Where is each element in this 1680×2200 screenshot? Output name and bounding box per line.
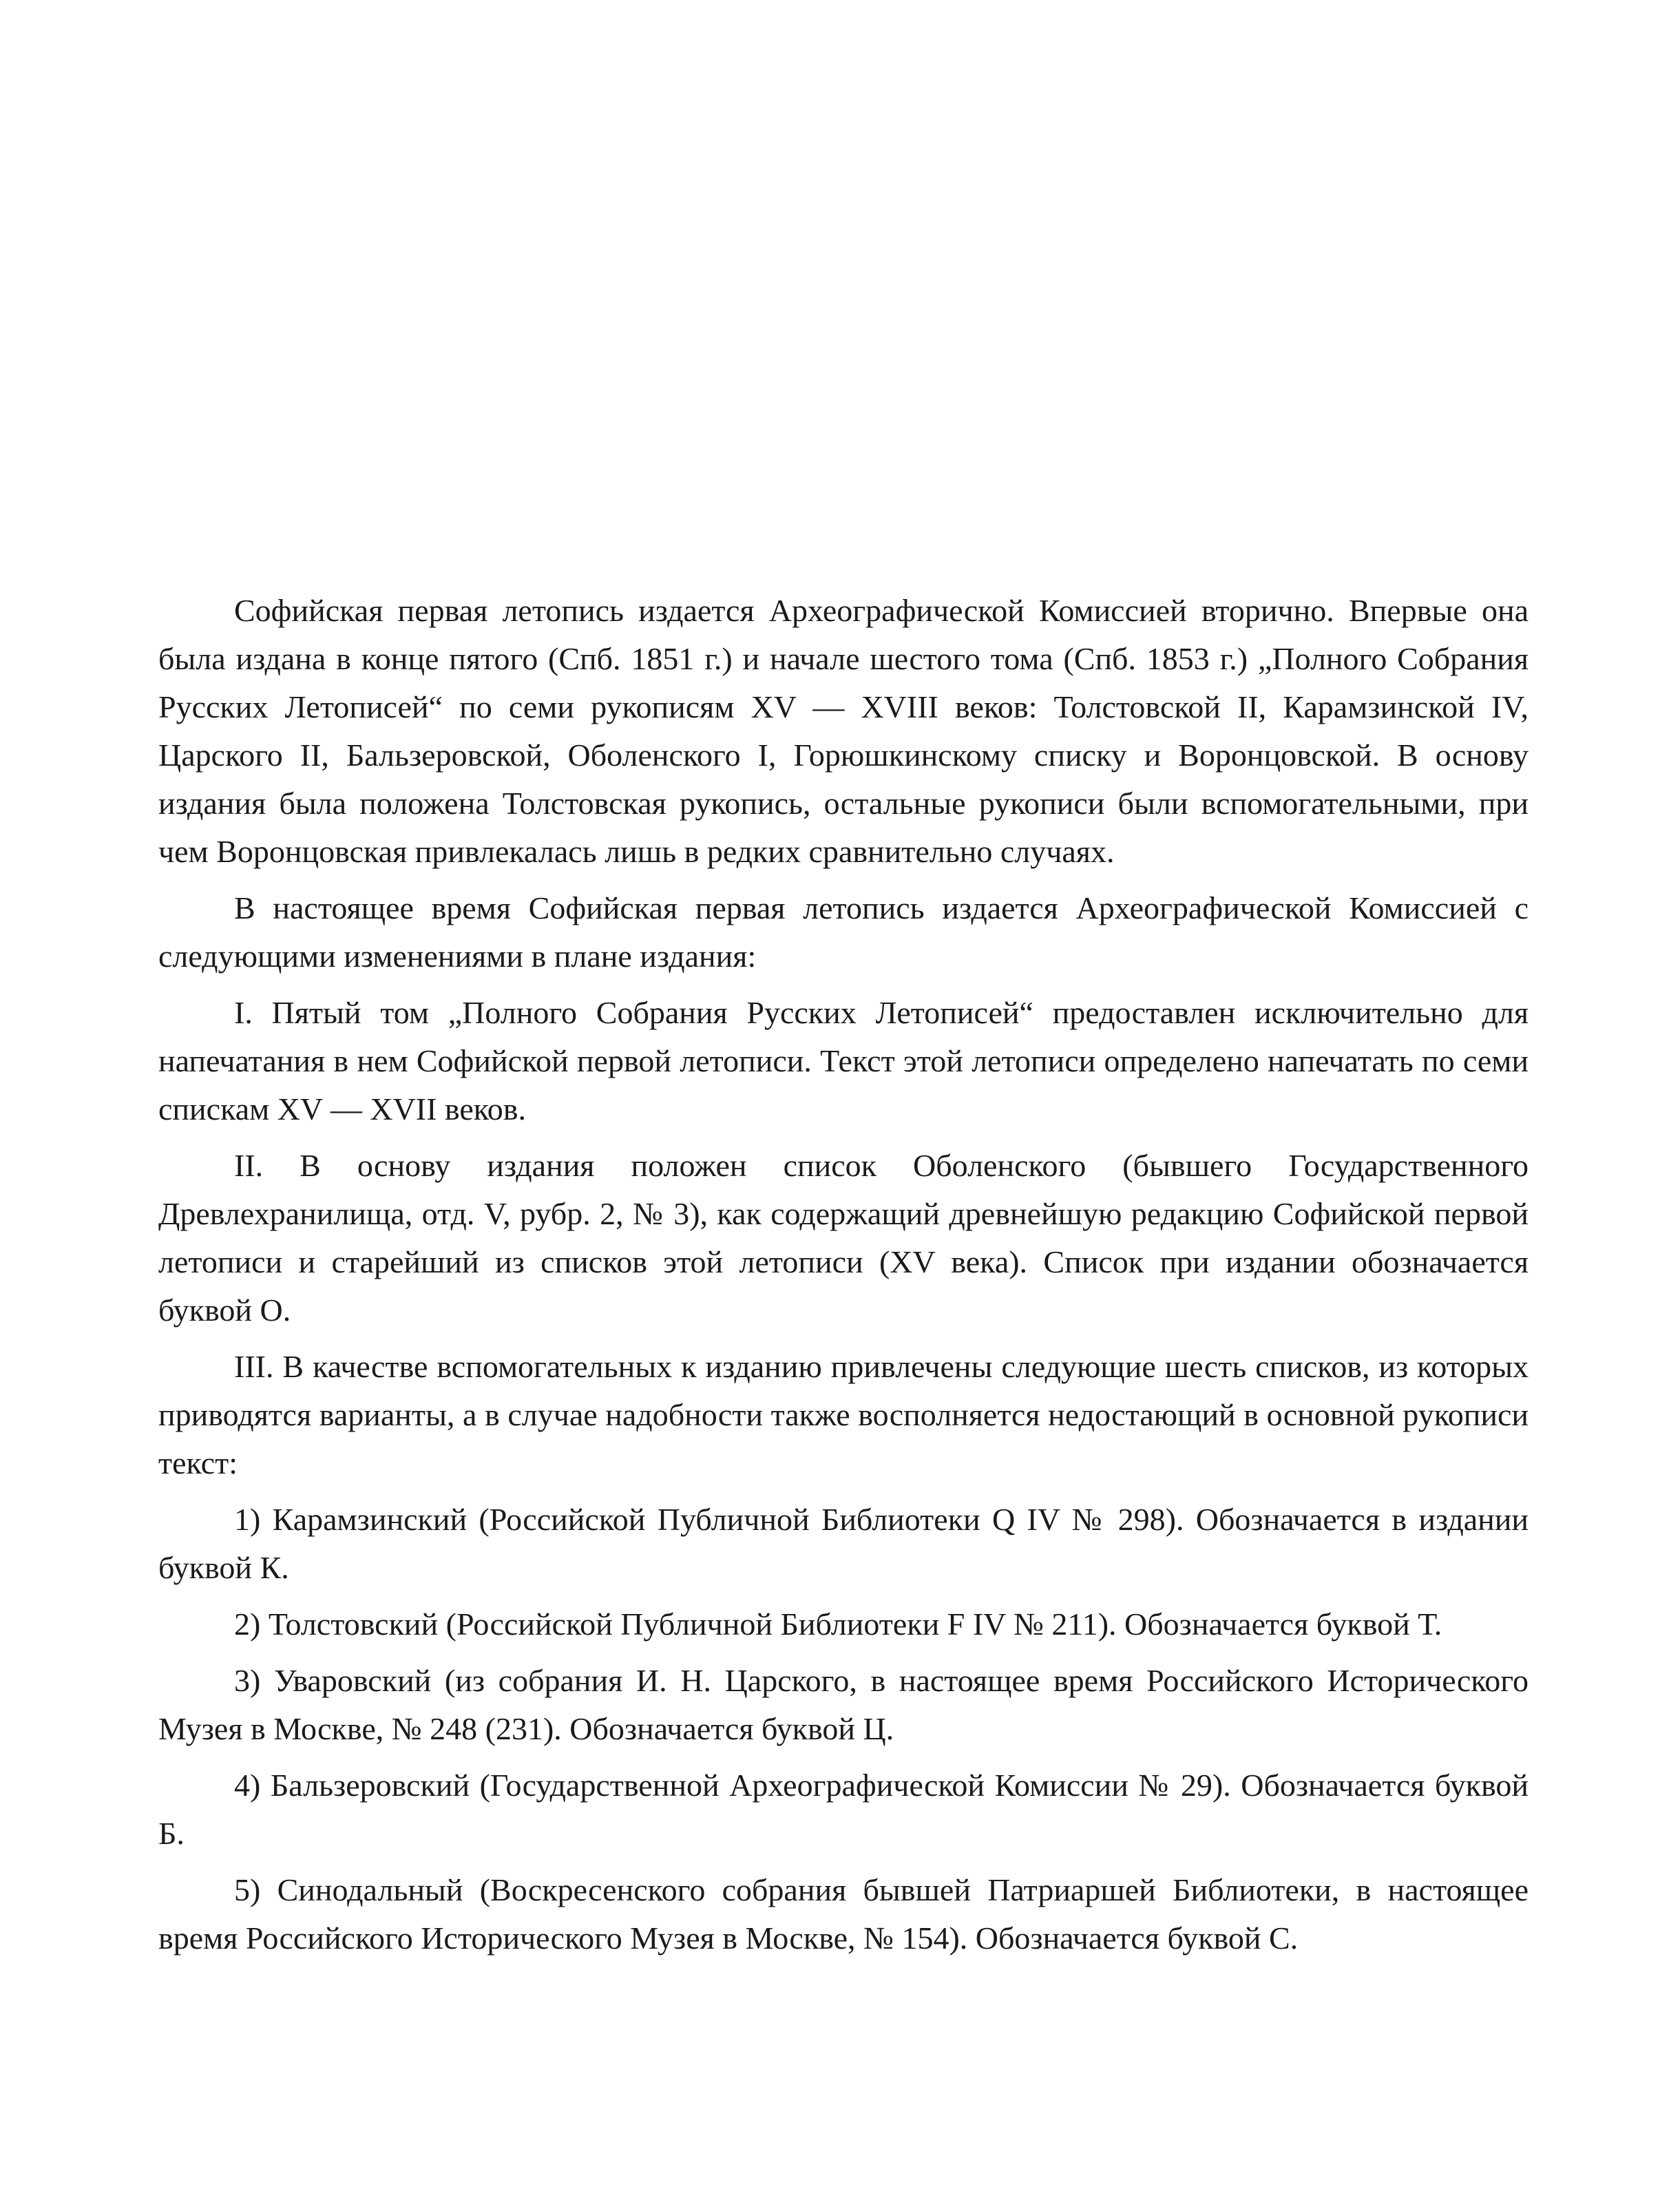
paragraph-intro: Софийская первая летопись издается Археографической Комиссией вторично. Впервые она была издана в конце пятого (Спб. 1851 г.) и начале шестого тома (Спб. 1853 г.) „Полного Собрания Русских Летописей“ по семи рукописям XV — XVIII веков: Толстовской II, Карамзинской IV, Царского II, Бальзеровской, Оболенского I, Горюшкинскому списку и Воронцовской. В основу издания была положена Толстовская рукопись, остальные рукописи были вспомогательными, при чем Воронцовская привлекалась лишь в редких сравнительно случаях. — [158, 593, 1529, 869]
list-item-tolstoy: 2) Толстовский (Российской Публичной Библиотеки F IV № 211). Обозначается буквой Т. — [234, 1606, 1442, 1642]
list-item-uvarov: 3) Уваровский (из собрания И. Н. Царского, в настоящее время Российского Исторического Музея в Москве, № 248 (231). Обозначается буквой Ц. — [158, 1663, 1529, 1746]
paragraph-current-edition: В настоящее время Софийская первая летопись издается Археографической Комиссией с следующими изменениями в плане издания: — [158, 890, 1529, 974]
top-margin — [0, 0, 1680, 578]
paragraph-point-2: II. В основу издания положен список Оболенского (бывшего Государственного Древлехранилища, отд. V, рубр. 2, № 3), как содержащий древнейшую редакцию Софийской первой летописи и старейший из списков этой летописи (XV века). Список при издании обозначается буквой О. — [158, 1148, 1529, 1328]
document-body — [158, 587, 1529, 1971]
list-item-balzer: 4) Бальзеровский (Государственной Археографической Комиссии № 29). Обозначается буквой Б. — [158, 1768, 1529, 1851]
list-item-synodal: 5) Синодальный (Воскресенского собрания бывшей Патриаршей Библиотеки, в настоящее время Российского Исторического Музея в Москве, № 154). Обозначается буквой С. — [158, 1872, 1529, 1956]
paragraph-point-3: III. В качестве вспомогательных к изданию привлечены следующие шесть списков, из которых приводятся варианты, а в случае надобности также восполняется недостающий в основной рукописи текст: — [158, 1349, 1529, 1480]
list-item-karamzin: 1) Карамзинский (Российской Публичной Библиотеки Q IV № 298). Обозначается в издании буквой К. — [158, 1502, 1529, 1585]
paragraph-point-1: I. Пятый том „Полного Собрания Русских Летописей“ предоставлен исключительно для напечатания в нем Софийской первой летописи. Текст этой летописи определено напечатать по семи спискам XV — XVII веков. — [158, 995, 1529, 1127]
